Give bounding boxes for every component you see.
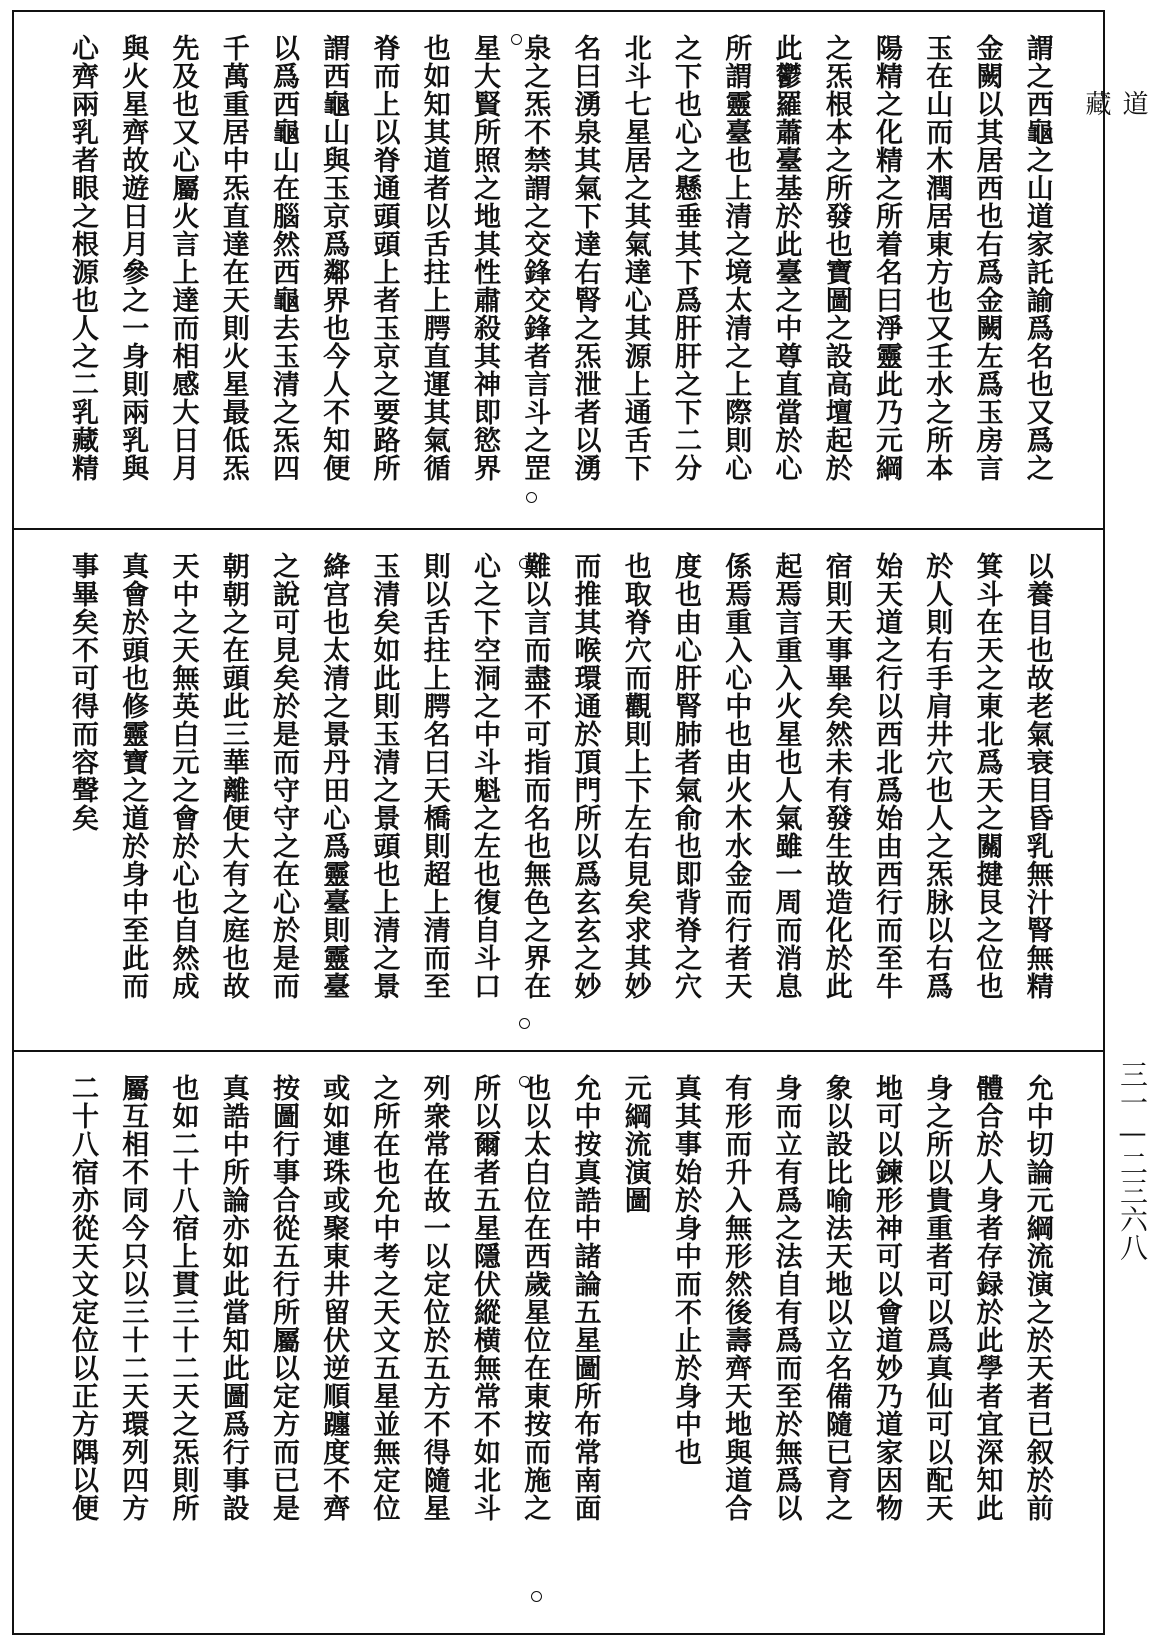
text-column: 身而立有爲之法自有爲而至於無爲以: [770, 1074, 802, 1522]
text-column: 千萬重居中炁直達在天則火星最低炁: [217, 34, 249, 482]
text-column: 先及也又心屬火言上達而相感大日月: [167, 34, 199, 482]
text-column: 真誥中所論亦如此當知此圖爲行事設: [217, 1074, 249, 1522]
text-column: 始天道之行以西北爲始由西行而至牛: [871, 552, 902, 1000]
text-column: 象以設比喻法天地以立名備隨已育之: [820, 1074, 852, 1522]
text-column: 列衆常在故一以定位於五方不得隨星: [418, 1074, 450, 1522]
text-column: 此鬱羅蕭臺基於此臺之中尊直當於心: [770, 34, 802, 482]
text-column: 難以言而盡不可指而名也無色之界在: [519, 552, 551, 1000]
text-column: 按圖行事合從五行所屬以定方而已是: [268, 1074, 299, 1522]
text-column: 則以舌拄上腭名曰天橋則超上清而至: [418, 552, 450, 1000]
text-column: 朝朝之在頭此三華離便大有之庭也故: [217, 552, 249, 1000]
text-column: 與火星齊故遊日月參之一身則兩乳與: [117, 34, 149, 482]
text-column: 以養目也故老氣衰目昏乳無汁腎無精: [1021, 552, 1053, 1000]
page-number: 三一—二三六八: [1116, 1060, 1149, 1261]
text-column: 之炁根本之所發也寶圖之設高壇起於: [820, 34, 852, 482]
text-column: 宿則天事畢矣然未有發生故造化於此: [820, 552, 852, 1000]
text-column: 屬互相不同今只以三十二天環列四方: [117, 1074, 149, 1522]
text-column: 之說可見矣於是而守守之在心於是而: [268, 552, 299, 1000]
text-column: 謂之西龜之山道家託諭爲名也又爲之: [1021, 34, 1053, 482]
text-column: 之下也心之懸垂其下爲肝肝之下二分: [670, 34, 701, 482]
text-column: 真其事始於身中而不止於身中也: [670, 1074, 701, 1466]
book-title-char: 道: [1118, 90, 1148, 120]
text-column: 身之所以貴重者可以爲真仙可以配天: [921, 1074, 953, 1522]
text-column: 北斗七星居之其氣達心其源上通舌下: [619, 34, 651, 482]
text-column: 或如連珠或聚東井留伏逆順躔度不齊: [318, 1074, 350, 1522]
text-column: 星大賢所照之地其性肅殺其神即慾界: [469, 34, 500, 482]
text-column: 起焉言重入火星也人氣雖一周而消息: [770, 552, 802, 1000]
text-column: 體合於人身者存録於此學者宜深知此: [971, 1074, 1003, 1522]
text-column: 也如二十八宿上貫三十二天之炁則所: [167, 1074, 199, 1522]
text-column: 心之下空洞之中斗魁之左也復自斗口: [469, 552, 500, 1000]
text-column: 箕斗在天之東北爲天之關揵艮之位也: [971, 552, 1003, 1000]
text-column: 所謂靈臺也上清之境太清之上際則心: [720, 34, 752, 482]
text-column: 絳宫也太清之景丹田心爲靈臺則靈臺: [318, 552, 350, 1000]
text-column: 係焉重入心中也由火木水金而行者天: [720, 552, 752, 1000]
text-column: 地可以鍊形神可以會道妙乃道家因物: [871, 1074, 902, 1522]
text-column: 謂西龜山與玉京爲鄰界也今人不知便: [318, 34, 350, 482]
text-column: 元綱流演圖: [619, 1074, 651, 1214]
text-column: 玉清矣如此則玉清之景頭也上清之景: [368, 552, 400, 1000]
text-column: 也取脊穴而觀則上下左右見矣求其妙: [619, 552, 651, 1000]
text-column: 而推其喉環通於頂門所以爲玄玄之妙: [569, 552, 601, 1000]
book-title-label: [1078, 90, 1152, 200]
text-column: 所以爾者五星隱伏縱横無常不如北斗: [469, 1074, 500, 1522]
text-column: 金闕以其居西也右爲金闕左爲玉房言: [971, 34, 1003, 482]
text-column: 度也由心肝腎肺者氣俞也即背脊之穴: [670, 552, 701, 1000]
text-panel-top: [14, 12, 1103, 528]
text-column: 脊而上以脊通頭頭上者玉京之要路所: [368, 34, 400, 482]
text-panel-middle: [14, 528, 1103, 1050]
text-column: 有形而升入無形然後壽齊天地與道合: [720, 1074, 752, 1522]
text-column: 陽精之化精之所着名曰淨靈此乃元綱: [871, 34, 902, 482]
text-column: 也如知其道者以舌拄上腭直運其氣循: [418, 34, 450, 482]
text-column: 天中之天無英白元之會於心也自然成: [167, 552, 199, 1000]
text-panel-bottom: [14, 1050, 1103, 1633]
book-title-char: 藏: [1081, 90, 1111, 120]
text-column: 真會於頭也修靈寶之道於身中至此而: [117, 552, 149, 1000]
text-column: 以爲西龜山在腦然西龜去玉清之炁四: [268, 34, 299, 482]
text-column: 之所在也允中考之天文五星並無定位: [368, 1074, 400, 1522]
page-frame: [12, 10, 1105, 1635]
text-column: 允中切論元綱流演之於天者已叙於前: [1021, 1074, 1053, 1522]
text-column: 也以太白位在西歲星位在東按而施之: [519, 1074, 551, 1522]
text-column: 玉在山而木潤居東方也又壬水之所本: [921, 34, 953, 482]
text-column: 名曰湧泉其氣下達右腎之炁泄者以湧: [569, 34, 601, 482]
text-column: 於人則右手肩井穴也人之炁脉以右爲: [921, 552, 953, 1000]
text-column: 事畢矣不可得而容聲矣: [67, 552, 98, 832]
text-column: 心齊兩乳者眼之根源也人之二乳藏精: [67, 34, 98, 482]
text-column: 允中按真誥中諸論五星圖所布常南面: [569, 1074, 601, 1522]
text-column: 二十八宿亦從天文定位以正方隅以便: [67, 1074, 98, 1522]
text-column: 泉之炁不禁謂之交鋒交鋒者言斗之罡: [519, 34, 551, 482]
